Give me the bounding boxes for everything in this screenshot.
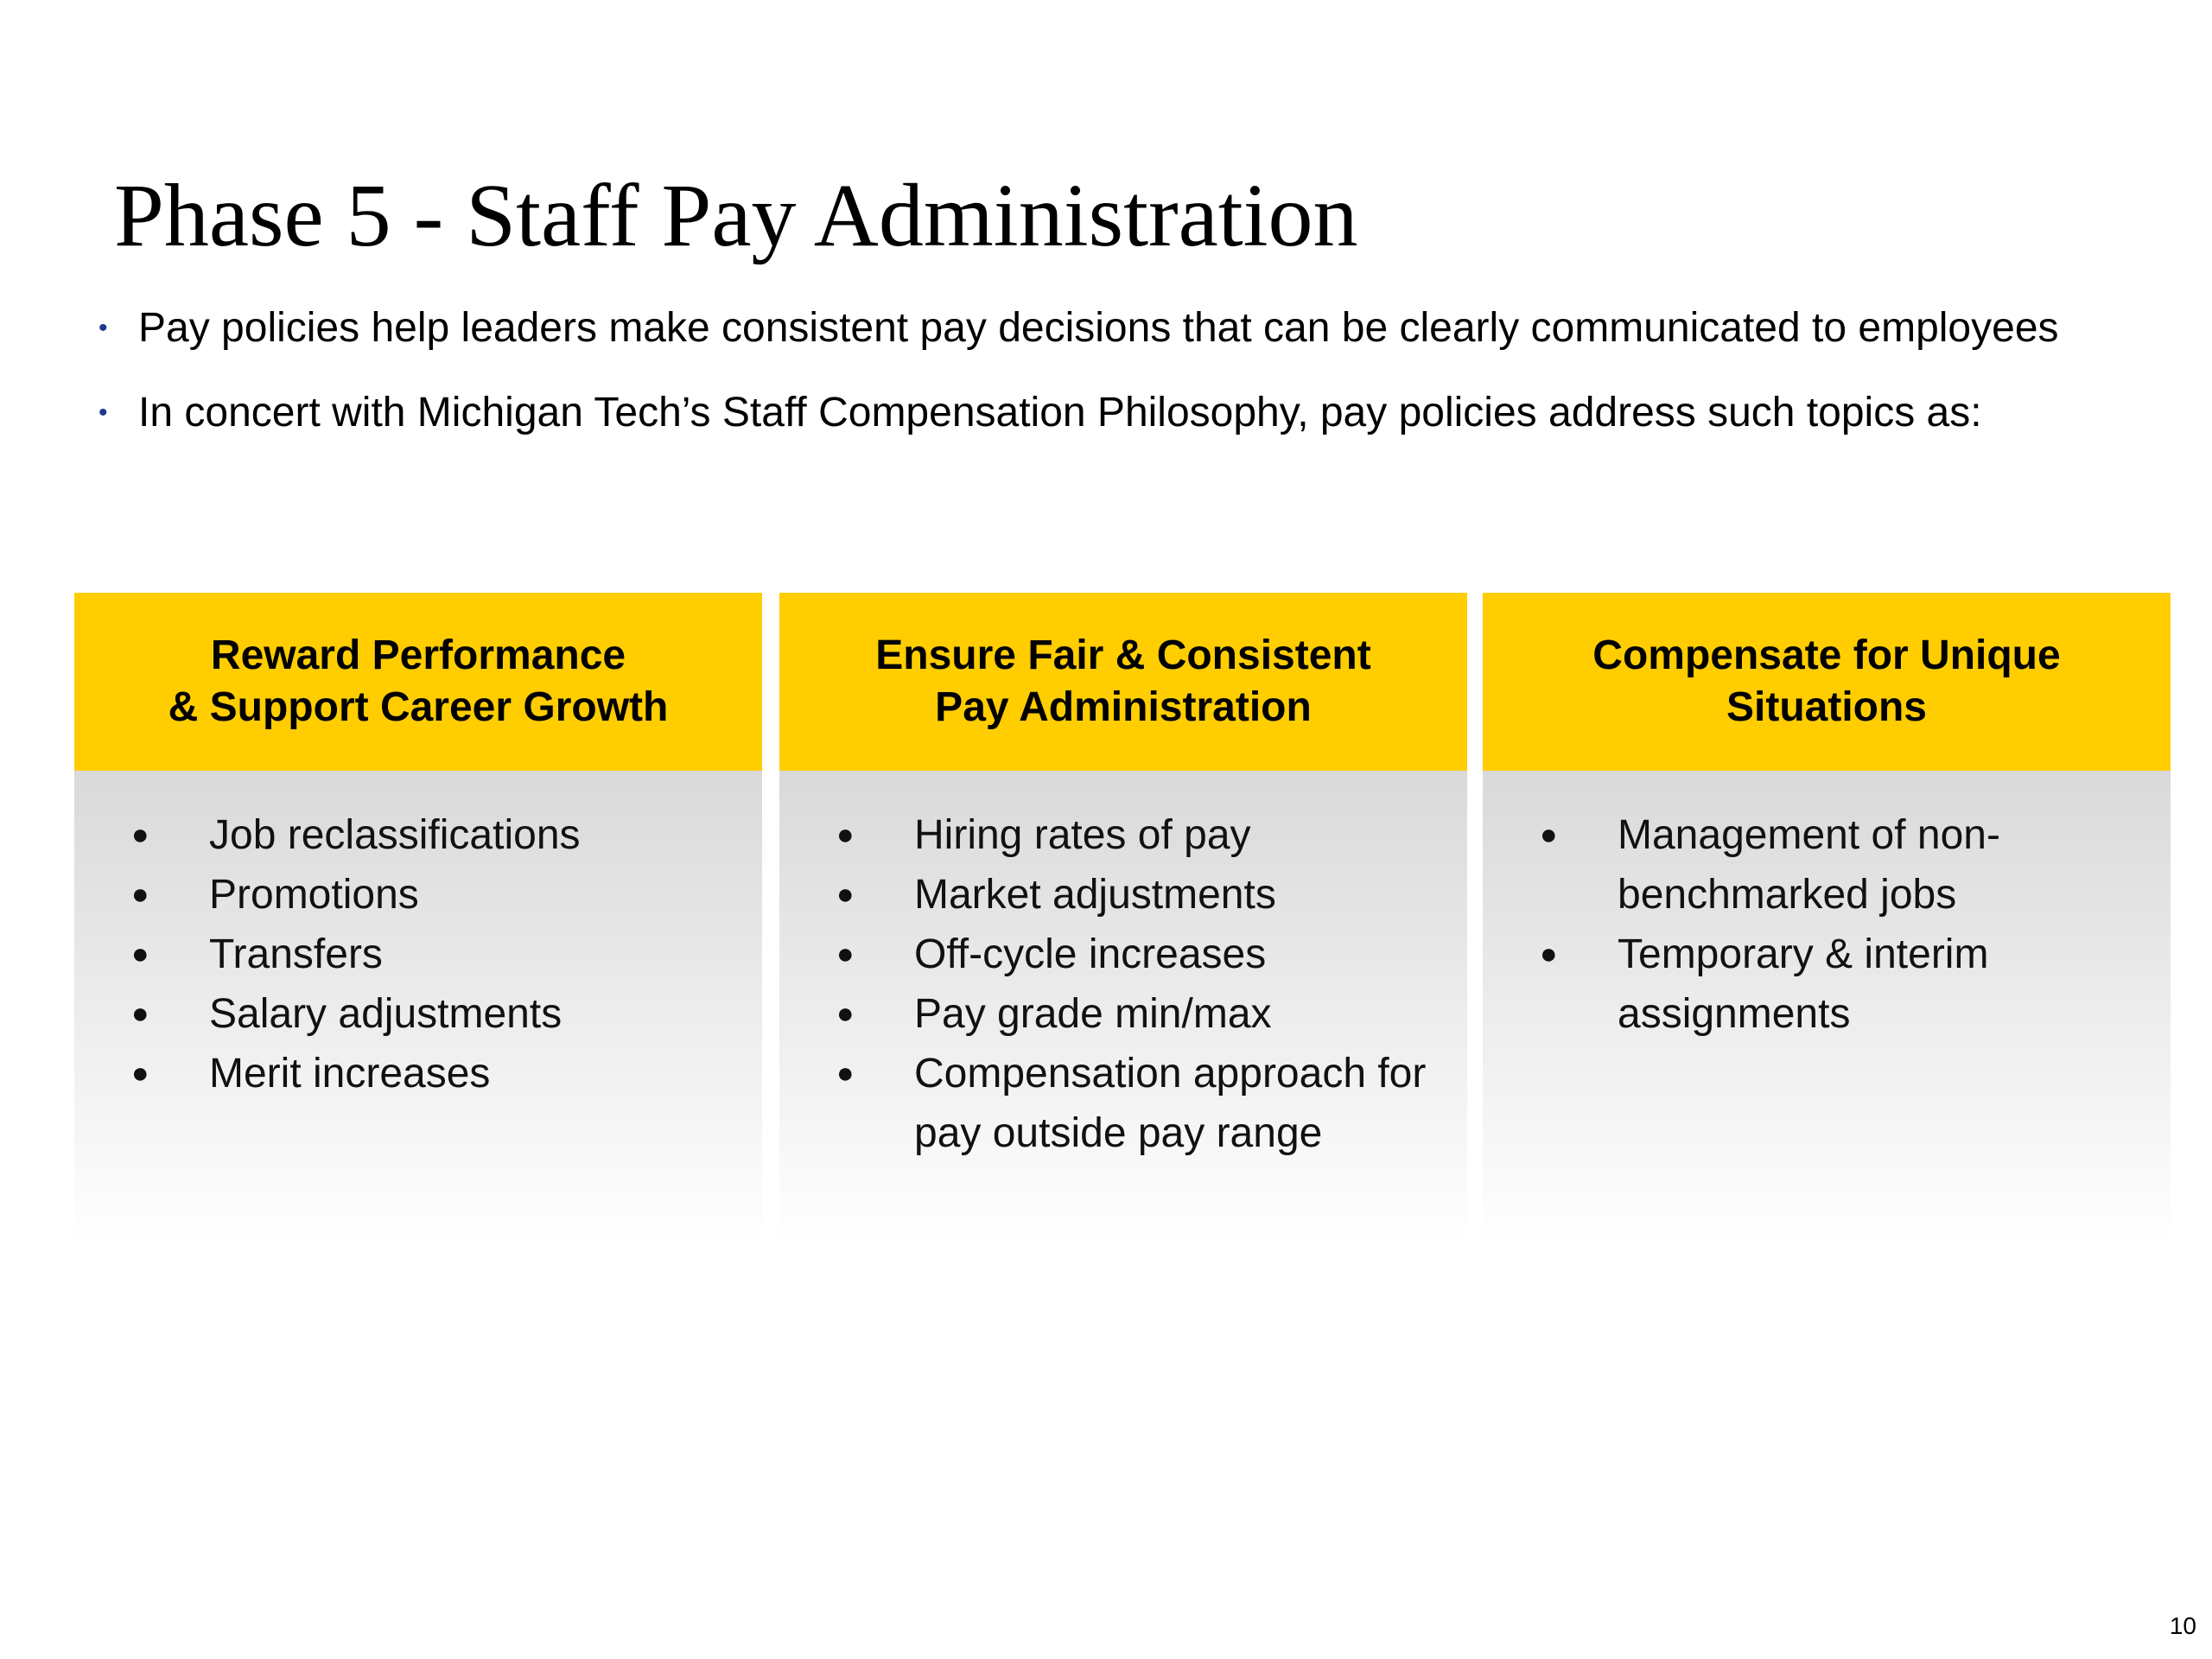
card-item-text: Salary adjustments [209,991,563,1037]
card-title [1575,630,2077,734]
card-body [1483,771,2171,1244]
intro-bullet-text: Pay policies help leaders make consistent pay decisions that can be clearly communicated to employees [138,305,2059,351]
card-bullet-item [131,984,745,1044]
card-title-line: Pay Administration [935,684,1312,730]
card-bullet-item [131,925,745,984]
card-bullet-item [836,925,1450,984]
card-title [151,630,686,734]
card-item-text: Pay grade min/max [914,991,1272,1037]
card-body [779,771,1467,1244]
round-bullet-icon: ● [836,878,855,911]
round-bullet-icon: ● [1540,938,1558,970]
card-fair-consistent [779,593,1467,1244]
card-bullet-list [836,805,1450,1163]
round-bullet-icon: ● [131,818,149,851]
card-title [858,630,1388,734]
card-item-text: Hiring rates of pay [914,812,1251,858]
card-title-line: Ensure Fair & Consistent [875,632,1371,678]
card-bullet-item [836,805,1450,865]
intro-bullet-item [93,384,2193,468]
card-bullet-item [1540,805,2153,925]
card-unique-situations [1483,593,2171,1244]
intro-bullet-list [93,299,2193,468]
topic-cards [74,593,2172,1244]
card-bullet-item [131,1044,745,1103]
card-header [779,593,1467,771]
card-reward-performance [74,593,762,1244]
card-item-text: Management of non-benchmarked jobs [1618,812,2000,918]
round-bullet-icon: ● [836,1057,855,1090]
card-body [74,771,762,1244]
round-bullet-icon: ● [836,997,855,1030]
card-bullet-item [1540,925,2153,1044]
small-dot-bullet-icon: • [99,398,108,427]
card-item-text: Off-cycle increases [914,931,1267,977]
intro-bullet-item [93,299,2193,384]
card-item-text: Compensation approach for pay outside pay range [914,1051,1427,1156]
card-title-line: Compensate for Unique [1592,632,2061,678]
round-bullet-icon: ● [1540,818,1558,851]
card-bullet-list [131,805,745,1103]
card-bullet-item [836,1044,1450,1163]
round-bullet-icon: ● [131,938,149,970]
slide-title: Phase 5 - Staff Pay Administration [114,166,1358,265]
round-bullet-icon: ● [836,938,855,970]
card-item-text: Job reclassifications [209,812,581,858]
round-bullet-icon: ● [131,878,149,911]
card-bullet-item [131,865,745,925]
card-item-text: Market adjustments [914,872,1276,918]
card-bullet-item [836,865,1450,925]
card-title-line: Reward Performance [210,632,626,678]
card-item-text: Temporary & interim assignments [1618,931,1989,1037]
round-bullet-icon: ● [836,818,855,851]
small-dot-bullet-icon: • [99,314,108,342]
card-item-text: Promotions [209,872,419,918]
round-bullet-icon: ● [131,997,149,1030]
card-item-text: Transfers [209,931,383,977]
card-bullet-item [836,984,1450,1044]
card-header [1483,593,2171,771]
card-item-text: Merit increases [209,1051,491,1096]
card-title-line: & Support Career Growth [168,684,669,730]
round-bullet-icon: ● [131,1057,149,1090]
card-header [74,593,762,771]
card-bullet-list [1540,805,2153,1044]
card-bullet-item [131,805,745,865]
card-title-line: Situations [1726,684,1927,730]
page-number: 10 [2169,1612,2196,1639]
intro-bullet-text: In concert with Michigan Tech’s Staff Compensation Philosophy, pay policies address such topics as: [138,390,1982,435]
